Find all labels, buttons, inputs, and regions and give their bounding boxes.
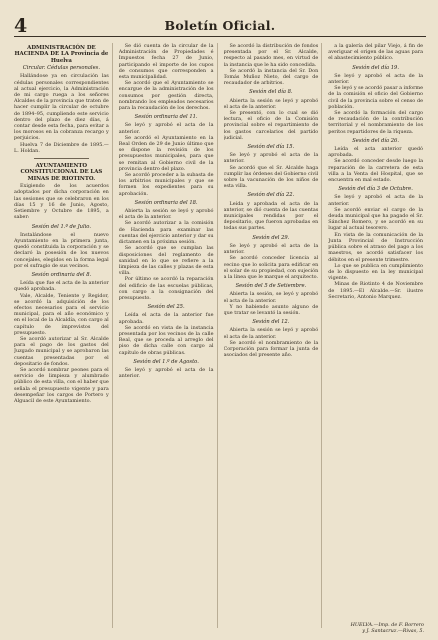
paragraph: Se acordó conceder licencia al vecino que lo solicita para edificar en el solar de su propiedad, con sujeción a la línea que le marque el arquitecto. [223, 255, 319, 280]
paragraph: Se leyó y aprobó el acta de la anterior. [223, 242, 319, 256]
paragraph: Exigiendo de los acuerdos adoptados por dicha corporación en las sesiones que se celebraron en los días 15 y 16 de Junio, Agosto, Setiembre y Octubre de 1895, a saber: [14, 183, 109, 221]
column-1 [14, 43, 113, 628]
paragraph: Se acordó la formación del cargo de recaudación de la contribución territorial y el nombramiento de los peritos repartidores de la riqueza. [328, 110, 423, 135]
paragraph: Instalándose el nuevo Ayuntamiento en la primera junta, quedó constituida la corporación y se declaró la posesión de los nuevos concejales, elegidos en la forma legal por el sufragio de sus vecinos. [14, 231, 109, 269]
section-divider [34, 158, 89, 159]
text-columns [14, 43, 426, 628]
paragraph: Se leyó y aprobó el acta de la anterior. [328, 72, 423, 86]
session-heading: Sesión del día 15. [247, 144, 295, 151]
paragraph: Se acordó la instancia del Sr. Don Tomás Muñoz Nieto, del cargo de recaudador de arbitrios. [223, 67, 319, 87]
session-heading: Sesión del 25. [147, 304, 185, 311]
paragraph: En vista de la comunicación de la Junta Provincial de Instrucción pública sobre el atraso del pago a los maestros, se acordó satisfacer los débitos en el presente trimestre. [328, 231, 423, 263]
paragraph: Se presentó, con lo cual se dió lectura, el oficio de la Comisión provincial sobre el repartimiento de los gastos carcelarios del partido judicial. [223, 110, 319, 141]
paragraph: Huelva 7 de Diciembre de 1895.—L. Holdan. [14, 141, 109, 154]
page-header [14, 10, 426, 37]
paragraph: Abierta la sesión se leyó y aprobó el acta de la anterior. [223, 97, 319, 110]
paragraph: Lo que se publica en cumplimiento de lo dispuesto en la ley municipal vigente. [328, 262, 423, 282]
paragraph: Se acordó conceder desde luego la reparación de la carretera de esta villa a la Venta del Hospital, que se encuentra en mal estado. [328, 158, 423, 184]
session-heading: Sesión del 5 de Setiembre. [235, 283, 307, 290]
session-heading: Sesión ordinaria del 11. [134, 114, 198, 121]
session-heading: Sesión ordinaria del 8. [31, 271, 92, 278]
paragraph: Leída el acta de la anterior fue aprobada. [118, 312, 214, 325]
page-title: Boletín Oficial. [164, 18, 276, 33]
session-heading: Sesión del día 8. [249, 89, 293, 96]
paragraph: Se acordó que el Ayuntamiento se encargue de la administración de los consumos por gestión directa, nombrando los empleados necesarios para la recaudación de los derechos. [118, 80, 214, 112]
paragraph: Se leyó y se acordó pasar a informe de la comisión el oficio del Gobierno civil de la provincia sobre el censo de población. [328, 85, 423, 110]
session-heading: Sesión del 29. [252, 234, 290, 241]
paragraph: Se acordó autorizar al Sr. Alcalde para el pago de los gastos del Juzgado municipal y se aprobaron las cuentas presentadas por el depositario de fondos. [14, 335, 109, 367]
section-heading: AYUNTAMIENTO CONSTITUCIONAL DE LAS MINAS DE RIOTINTO. [20, 163, 103, 182]
paragraph: Se leyó y aprobó el acta de la anterior. [118, 366, 214, 380]
paragraph: Se acordó autorizar a la comisión de Hacienda para examinar las cuentas del ejercicio anterior y dar su dictamen en la próxima sesión. [118, 220, 214, 246]
paragraph: Se acordó el Ayuntamiento en la Real Orden de 29 de Junio último que se dispone la revisión de los presupuestos municipales, para que se remitan al Gobierno civil de la provincia dentro del plazo. [118, 134, 214, 172]
paragraph: Se dió cuenta de la circular de la Administración de Propiedades é Impuestos fecha 27 de Junio, participando el importe de los cupos de consumos que corresponden a esta municipalidad. [118, 43, 214, 81]
session-heading: Sesión del 1.º de Agosto. [133, 358, 199, 365]
paragraph: a la galería del pilar Viejo, á fin de averiguar el origen de las aguas para el abastecimiento público. [328, 43, 423, 62]
paragraph: Se acordó el nombramiento de la Corporación para formar la junta de asociados del presente año. [223, 339, 319, 359]
session-heading: Sesión del día 3 de Octubre. [338, 186, 413, 193]
session-heading: Circular. Cédulas personales. [22, 65, 100, 72]
section-heading: ADMINISTRACIÓN DE HACIENDA DE LA Provincia de Huelva [14, 45, 109, 64]
paragraph: Vale, Alcalde, Teniente y Regidor, se acordó la adquisición de los efectos necesarios para el servicio municipal, para el año económico y en el local de la Alcaldía, con cargo al capítulo de imprevistos del presupuesto. [14, 292, 109, 336]
paragraph: Por último se acordó la reparación del edificio de las escuelas públicas, con cargo a la consignación del presupuesto. [118, 276, 214, 301]
paragraph: Abierta la sesión se leyó y aprobó el acta de la anterior. [223, 327, 319, 340]
column-4 [328, 43, 426, 628]
paragraph: Abierta la sesión se leyó y aprobó el acta de la anterior. [118, 208, 214, 221]
session-heading: Sesión del día 22. [247, 192, 295, 199]
paragraph: Se acordó que el Sr. Alcalde haga cumplir las órdenes del Gobierno civil sobre la vacunación de los niños de esta villa. [223, 164, 319, 190]
paragraph: Se acordó en vista de la instancia presentada por los vecinos de la calle Real, que se proceda al arreglo del piso de dicha calle con cargo al capítulo de obras públicas. [118, 324, 214, 356]
paragraph: Y no habiendo asunto alguno de que tratar se levantó la sesión. [223, 303, 319, 316]
paragraph: Leída que fue el acta de la anterior quedó aprobada. [14, 280, 109, 293]
paragraph: Hallándose ya en circulación las cédulas personales correspondientes al actual ejercicio, la Administración de mi cargo ruega a los señores Alcaldes de la provincia que traten de hacer cumplir la circular de octubre de 1894–95, cumpliendo este servicio dentro del plazo de diez días, á contar desde esta fecha, para evitar a los morosos en la cobranza recargo y perjuicios. [14, 73, 109, 142]
paragraph: Se acordó que se cumplan las disposiciones del reglamento de sanidad en lo que se refiere a la limpieza de las calles y plazas de esta villa. [118, 245, 214, 277]
paragraph: Leída el acta anterior quedó aprobada. [328, 146, 423, 159]
session-heading: Sesión del día 19. [352, 64, 399, 71]
paragraph: Minas de Riotinto 4 de Noviembre de 1895.—El Alcalde.—Sr. ilustre Secretario, Antonio Marquez. [328, 281, 423, 300]
paragraph: Leída y aprobada el acta de la anterior, se dió cuenta de las cuentas municipales rendidas por el depositario, que fueron aprobadas en todas sus partes. [223, 200, 319, 232]
paragraph: Se leyó y aprobó el acta de la anterior. [328, 194, 423, 207]
session-heading: Sesión del día 26. [352, 137, 399, 144]
paragraph: Se leyó y aprobó el acta de la anterior. [118, 122, 214, 135]
printer-imprint [351, 622, 424, 634]
paragraph: Abierta la sesión, se leyó y aprobó el acta de la anterior. [223, 291, 319, 304]
session-heading: Sesión del 1.º de Julio. [31, 223, 91, 230]
paragraph: Se acordó nombrar peones para el servicio de limpieza y alumbrado público de esta villa, con el haber que señala el presupuesto vigente y para desempeñar los cargos de Portero y Alguacil de este Ayuntamiento. [14, 366, 109, 404]
paragraph: Se leyó y aprobó el acta de la anterior. [223, 152, 319, 165]
paragraph: Se acordó proceder a la subasta de los arbitrios municipales y que se formen los expedientes para su aprobación. [118, 172, 214, 197]
paragraph: Se acordó enviar el cargo de la deuda municipal que ha pagado el Sr. Sánchez Romero, y se acordó en su lugar al actual tesorero. [328, 206, 423, 232]
page-number: 4 [14, 15, 28, 37]
imprint-line-1: HUELVA.—Imp. de F. Borrero [350, 622, 424, 628]
session-heading: Sesión del 12. [252, 319, 290, 326]
column-3 [224, 43, 323, 628]
paragraph: Se acordó la distribución de fondos presentada por el Sr. Alcalde, respecto al pasado mes, en virtud de la instancia que le ha sido concedida. [223, 43, 319, 68]
session-heading: Sesión ordinaria del 18. [134, 199, 198, 206]
column-2 [119, 43, 218, 628]
imprint-line-2: y J. Santacruz.—Rivas, 5. [362, 628, 424, 634]
